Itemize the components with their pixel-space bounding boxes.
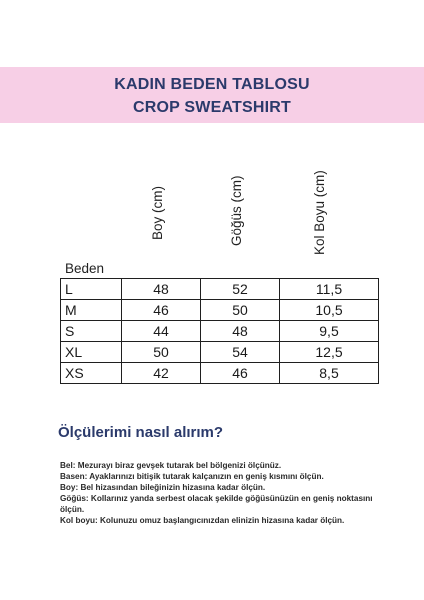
size-cell: M (61, 300, 122, 321)
table-row (61, 300, 379, 321)
measurement-guide-title: Ölçülerimi nasıl alırım? (58, 424, 224, 441)
gogus-cell: 54 (201, 342, 280, 363)
page-subtitle: CROP SWEATSHIRT (133, 99, 291, 116)
row-header-beden: Beden (65, 261, 105, 276)
page-title: KADIN BEDEN TABLOSU (114, 76, 310, 93)
kol-boyu-cell: 12,5 (280, 342, 379, 363)
kol-boyu-cell: 11,5 (280, 279, 379, 300)
guide-line-gogus: Göğüs: Kollarınız yanda serbest olacak şekilde göğüsünüzün en geniş noktasını ölçün. (60, 494, 373, 514)
size-cell: S (61, 321, 122, 342)
guide-line-kol-boyu: Kol boyu: Kolunuzu omuz başlangıcınızdan elinizin hizasına kadar ölçün. (60, 516, 345, 525)
gogus-cell: 48 (201, 321, 280, 342)
boy-cell: 48 (122, 279, 201, 300)
column-header-kol-boyu: Kol Boyu (cm) (312, 170, 327, 255)
guide-line-boy: Boy: Bel hizasından bileğinizin hizasına kadar ölçün. (60, 483, 266, 492)
guide-line-bel: Bel: Mezurayı biraz gevşek tutarak bel bölgenizi ölçünüz. (60, 461, 282, 470)
boy-cell: 46 (122, 300, 201, 321)
column-header-gogus: Göğüs (cm) (229, 175, 244, 246)
guide-line-basen: Basen: Ayaklarınızı bitişik tutarak kalçanızın en geniş kısmını ölçün. (60, 472, 324, 481)
gogus-cell: 50 (201, 300, 280, 321)
kol-boyu-cell: 8,5 (280, 363, 379, 384)
kol-boyu-cell: 9,5 (280, 321, 379, 342)
measurement-guide (60, 460, 380, 526)
size-cell: L (61, 279, 122, 300)
table-row (61, 279, 379, 300)
boy-cell: 44 (122, 321, 201, 342)
table-row (61, 321, 379, 342)
size-table (60, 278, 379, 384)
column-header-boy: Boy (cm) (150, 186, 165, 240)
table-row (61, 342, 379, 363)
table-row (61, 363, 379, 384)
gogus-cell: 46 (201, 363, 280, 384)
size-cell: XS (61, 363, 122, 384)
kol-boyu-cell: 10,5 (280, 300, 379, 321)
boy-cell: 42 (122, 363, 201, 384)
gogus-cell: 52 (201, 279, 280, 300)
boy-cell: 50 (122, 342, 201, 363)
size-cell: XL (61, 342, 122, 363)
